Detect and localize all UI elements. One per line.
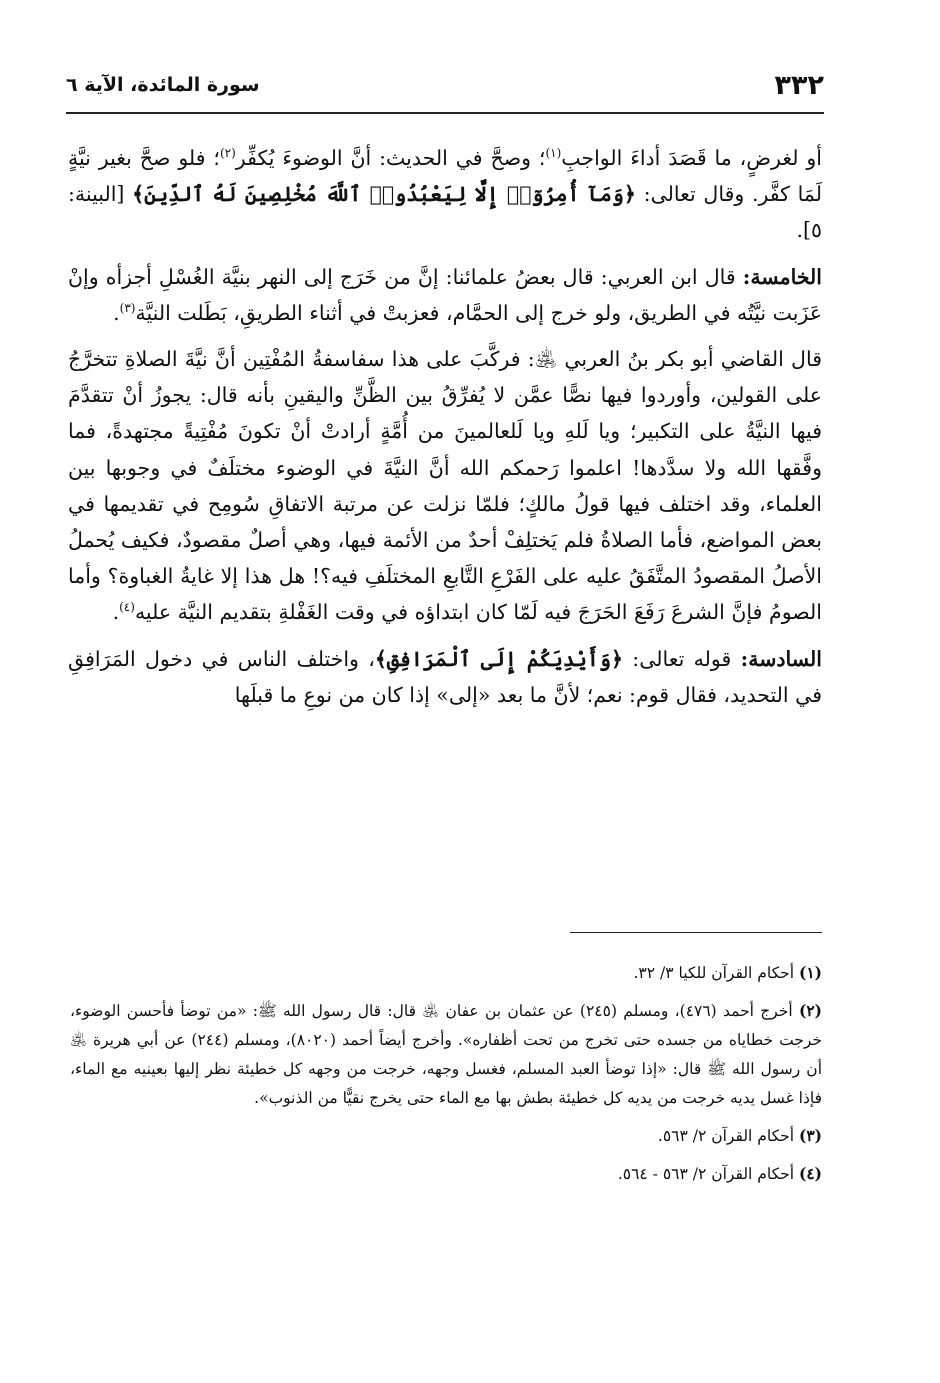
text-run: . <box>112 600 120 625</box>
footnote <box>70 996 822 1113</box>
text-run: أو لغرضٍ، ما قَصَدَ أداءَ الواجبِ <box>561 146 823 170</box>
footnote-text: أحكام القرآن ٢/ ٥٦٣ - ٥٦٤. <box>617 1165 795 1183</box>
footnote-number: (٤) <box>798 1164 822 1183</box>
paragraph <box>68 140 822 249</box>
text-run: ؛ فلو صحَّ بغير نيَّةٍ لَمَا كفَّر. وقال تعالى: <box>68 146 822 207</box>
page-number: ٣٣٢ <box>774 70 824 101</box>
footnote-text: أخرج أحمد (٤٧٦)، ومسلم (٢٤٥) عن عثمان بن عفان ﵁ قال: قال رسول الله ﷺ: «من توضأ فأحسن الوضوء، خرجت خطاياه من جسده حتى تخرج من تحت أظفاره». وأخرج أيضاً أحمد (٨٠٢٠)، ومسلم (٢٤٤) عن أبي هريرة ﵁ أن رسول الله ﷺ قال: «إذا توضأ العبد المسلم، فغسل وجهه، خرجت من وجهه كل خطيئة نظر إليها بعينيه مع الماء، فإذا غسل يديه خرجت من يديه كل خطيئة بطش بها مع الماء حتى يخرج نقيًّا من الذنوب». <box>70 1002 823 1107</box>
footnote-ref[interactable]: (٤) <box>119 600 135 615</box>
running-title: سورة المائدة، الآية ٦ <box>66 74 260 96</box>
header-divider <box>66 112 824 114</box>
footnote-text: أحكام القرآن ٢/ ٥٦٣. <box>657 1127 795 1145</box>
text-run: قال ابن العربي: قال بعضُ علمائنا: إنَّ من خَرَج إلى النهر بنيَّة الغُسْلِ أجزأه وإنْ عَزَبت نيَّتُه في الطريق، ولو خرج إلى الحمَّام، فعزبتْ في أثناء الطريقِ، بَطَلت النيَّة <box>68 264 822 325</box>
footnotes <box>70 958 822 1197</box>
footnote-text: أحكام القرآن للكيا ٣/ ٣٢. <box>633 964 795 982</box>
footnote-number: (٣) <box>798 1126 822 1145</box>
footnote-divider <box>570 932 822 933</box>
text-run: ، واختلف الناس في دخول المَرَافِقِ في التحديد، فقال قوم: نعم؛ لأنَّ ما بعد «إلى» إذا كان من نوعِ ما قبلَها <box>68 646 822 707</box>
footnote-ref[interactable]: (١) <box>545 146 562 161</box>
text-run: قال القاضي أبو بكر بنُ العربي ﵁: فركَّبَ على هذا سفاسفةُ المُفْتِين أنَّ نيَّةَ الصلاةِ تتخرَّجُ على القولين، وأوردوا فيها نصًّا عمَّن لا يُفرِّقُ بين الظَّنِّ واليقينِ بأنه قال: يجوزُ أنْ تتقدَّمَ فيها النيَّةُ على التكبير؛ ويا لَلهِ ويا لَلعالمينَ من أُمَّةٍ أرادتْ أنْ تكونَ مُفْتِيةً مجتهدةً، فما وفَّقها الله ولا سدَّدها! اعلموا رَحمكم الله أنَّ النيَّةَ في الوضوء مختلَفٌ في وجوبها بين العلماء، وقد اختلف فيها قولُ مالكٍ؛ فلمّا نزلت عن مرتبة الاتفاقِ سُومِح في تقديمها في بعض المواضع، فأما الصلاةُ فلم يَختلِفْ أحدٌ من الأئمة فيها، وهي أصلٌ مقصودٌ، فكيف يُحملُ الأصلُ المقصودُ المتَّفَقُ عليه على الفَرْعِ التَّابعِ المختلَفِ فيه؟! هل هذا إلا غايةُ الغباوة؟ وأما الصومُ فإنَّ الشرعَ رَفَعَ الحَرَجَ فيه لَمّا كان ابتداؤه في وقت الغَفْلةِ بتقديم النيَّة عليه <box>68 347 822 625</box>
section-lead: الخامسة: <box>742 264 822 289</box>
main-text <box>68 140 822 723</box>
paragraph <box>68 641 822 713</box>
footnote-ref[interactable]: (٢) <box>219 146 236 161</box>
footnote <box>70 1121 822 1151</box>
quran-verse: ﴿وَمَآ أُمِرُوٓا۟ إِلَّا لِيَعْبُدُوا۟ ٱللَّهَ مُخْلِصِينَ لَهُ ٱلدِّينَ﴾ <box>132 182 636 207</box>
paragraph <box>68 341 822 631</box>
page-header <box>66 70 824 104</box>
footnote-number: (٢) <box>798 1001 822 1020</box>
text-run: ؛ وصحَّ في الحديث: أنَّ الوضوءَ يُكفِّر <box>235 146 546 170</box>
paragraph <box>68 259 822 331</box>
quran-verse: ﴿وَأَيْدِيَكُمْ إِلَى ٱلْمَرَافِقِ﴾ <box>374 646 623 671</box>
verse-reference: [البينة: ٥]. <box>68 182 822 243</box>
section-lead: السادسة: <box>740 646 822 671</box>
text-run: قوله تعالى: <box>632 646 732 671</box>
footnote <box>70 1159 822 1189</box>
footnote <box>70 958 822 988</box>
footnote-number: (١) <box>798 963 822 982</box>
footnote-ref[interactable]: (٣) <box>119 300 136 315</box>
text-run: . <box>113 300 120 325</box>
